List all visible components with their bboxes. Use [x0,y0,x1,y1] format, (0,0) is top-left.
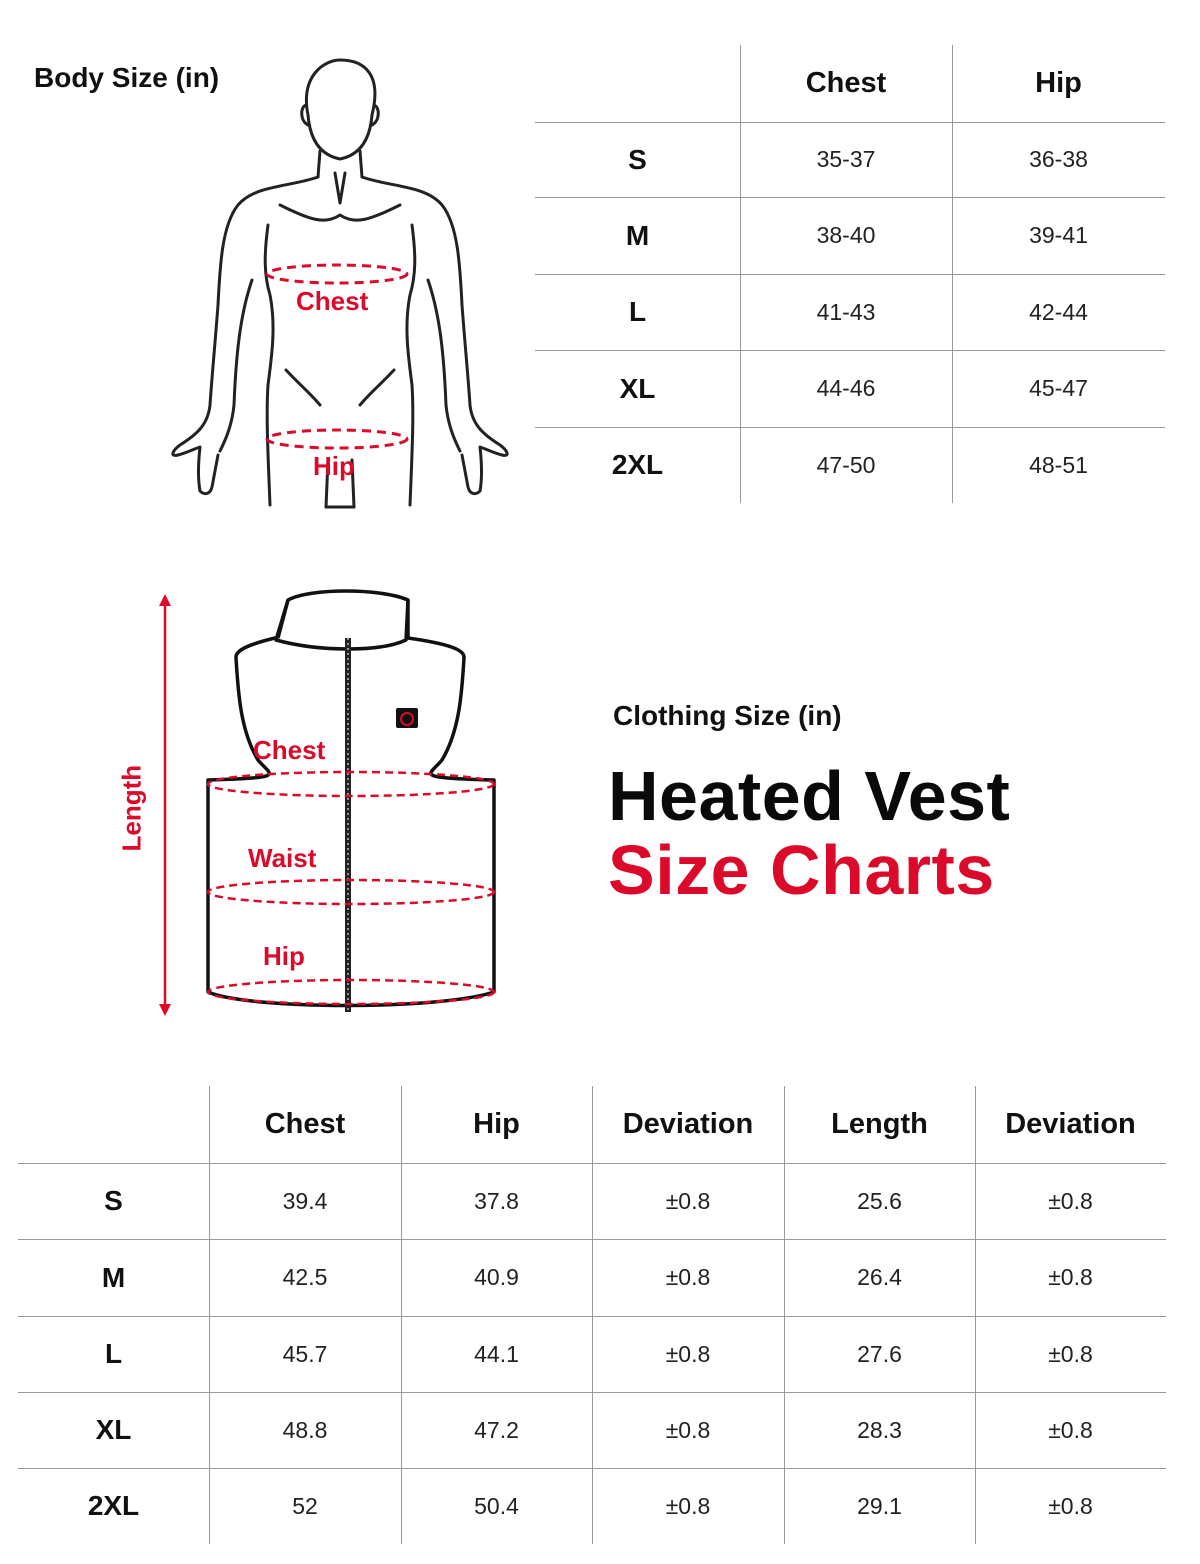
page-title-line2: Size Charts [608,831,995,909]
body-size-row-label: L [628,296,647,327]
clothing-hip-value: 40.9 [474,1264,519,1290]
clothing-deviation-value: ±0.8 [665,1187,711,1214]
clothing-deviation-value: ±0.8 [665,1416,711,1443]
body-size-header-hip: Hip [1035,67,1082,99]
clothing-length-value: 25.6 [857,1187,902,1214]
clothing-chest-value: 45.7 [282,1340,328,1367]
body-chest-label: Chest [296,286,369,316]
clothing-length-value: 26.4 [857,1264,902,1290]
clothing-header-chest: Chest [264,1108,346,1140]
clothing-row-label: L [104,1338,123,1369]
clothing-deviation-value: ±0.8 [665,1264,711,1290]
clothing-deviation-value: ±0.8 [665,1340,711,1367]
clothing-deviation-value: ±0.8 [1048,1492,1093,1519]
body-size-hip-value: 39-41 [1029,222,1088,248]
body-size-header-empty [535,45,740,122]
clothing-row-label: XL [95,1414,132,1445]
body-size-chest-value: 47-50 [816,451,876,478]
clothing-hip-value: 44.1 [474,1340,519,1367]
body-size-row-label: M [625,219,650,251]
clothing-size-table [18,1086,1166,1544]
body-figure [160,55,520,515]
table-divider [535,122,1165,123]
clothing-chest-value: 39.4 [282,1187,328,1214]
table-divider [784,1086,785,1544]
table-divider [401,1086,402,1544]
vest-length-label: Length [116,764,147,852]
body-size-title: Body Size (in) [34,62,220,93]
body-size-chest-value: 44-46 [816,375,876,401]
clothing-deviation-value: ±0.8 [1048,1340,1093,1367]
clothing-row-label: 2XL [87,1490,140,1521]
clothing-header-length: Length [831,1108,928,1140]
length-arrow [159,594,171,1016]
page-title-line1: Heated Vest [608,757,1011,835]
clothing-deviation-value: ±0.8 [665,1492,711,1519]
table-divider [975,1086,976,1544]
table-divider [592,1086,593,1544]
clothing-row-label: M [101,1261,126,1293]
clothing-length-value: 28.3 [857,1416,902,1443]
table-divider [535,350,1165,351]
vest-waist-label: Waist [248,843,317,873]
clothing-length-value: 27.6 [857,1340,902,1367]
table-divider [18,1392,1166,1393]
clothing-chest-value: 52 [292,1492,318,1519]
body-outline-illustration [160,55,520,515]
table-divider [209,1086,210,1544]
body-size-header-chest: Chest [805,67,887,99]
clothing-length-value: 29.1 [857,1492,902,1519]
body-hip-label: Hip [313,451,355,481]
body-size-row-label: S [628,143,647,175]
clothing-hip-value: 50.4 [474,1492,519,1519]
table-divider [18,1163,1166,1164]
clothing-chest-value: 48.8 [282,1416,328,1443]
table-divider [535,427,1165,428]
table-divider [18,1239,1166,1240]
vest-illustration [110,580,510,1025]
body-size-chest-value: 38-40 [816,222,876,248]
body-size-chest-value: 41-43 [816,298,876,325]
body-size-hip-value: 45-47 [1029,375,1088,401]
vest-figure [110,580,510,1025]
clothing-deviation-value: ±0.8 [1048,1187,1093,1214]
vest-chest-label: Chest [253,735,326,765]
clothing-hip-value: 37.8 [474,1187,519,1214]
table-divider [535,274,1165,275]
clothing-row-label: S [104,1185,123,1216]
body-size-table [535,45,1165,503]
clothing-header-deviation: Deviation [622,1108,754,1140]
vest-hip-label: Hip [263,941,305,971]
chest-measure-line [267,265,407,283]
body-size-chest-value: 35-37 [816,146,876,172]
table-divider [535,197,1165,198]
clothing-header-deviation: Deviation [1005,1108,1136,1140]
clothing-deviation-value: ±0.8 [1048,1264,1093,1290]
clothing-hip-value: 47.2 [474,1416,519,1443]
clothing-size-subtitle: Clothing Size (in) [613,700,842,731]
table-divider [18,1316,1166,1317]
clothing-header-empty [18,1086,209,1163]
clothing-deviation-value: ±0.8 [1048,1416,1093,1443]
body-size-hip-value: 36-38 [1029,146,1088,172]
clothing-header-hip: Hip [473,1108,520,1140]
hip-measure-line [267,430,407,448]
table-divider [18,1468,1166,1469]
body-size-row-label: 2XL [611,449,664,480]
body-size-row-label: XL [619,372,656,404]
clothing-chest-value: 42.5 [282,1264,328,1290]
body-size-hip-value: 48-51 [1029,451,1088,478]
body-size-hip-value: 42-44 [1029,298,1088,325]
